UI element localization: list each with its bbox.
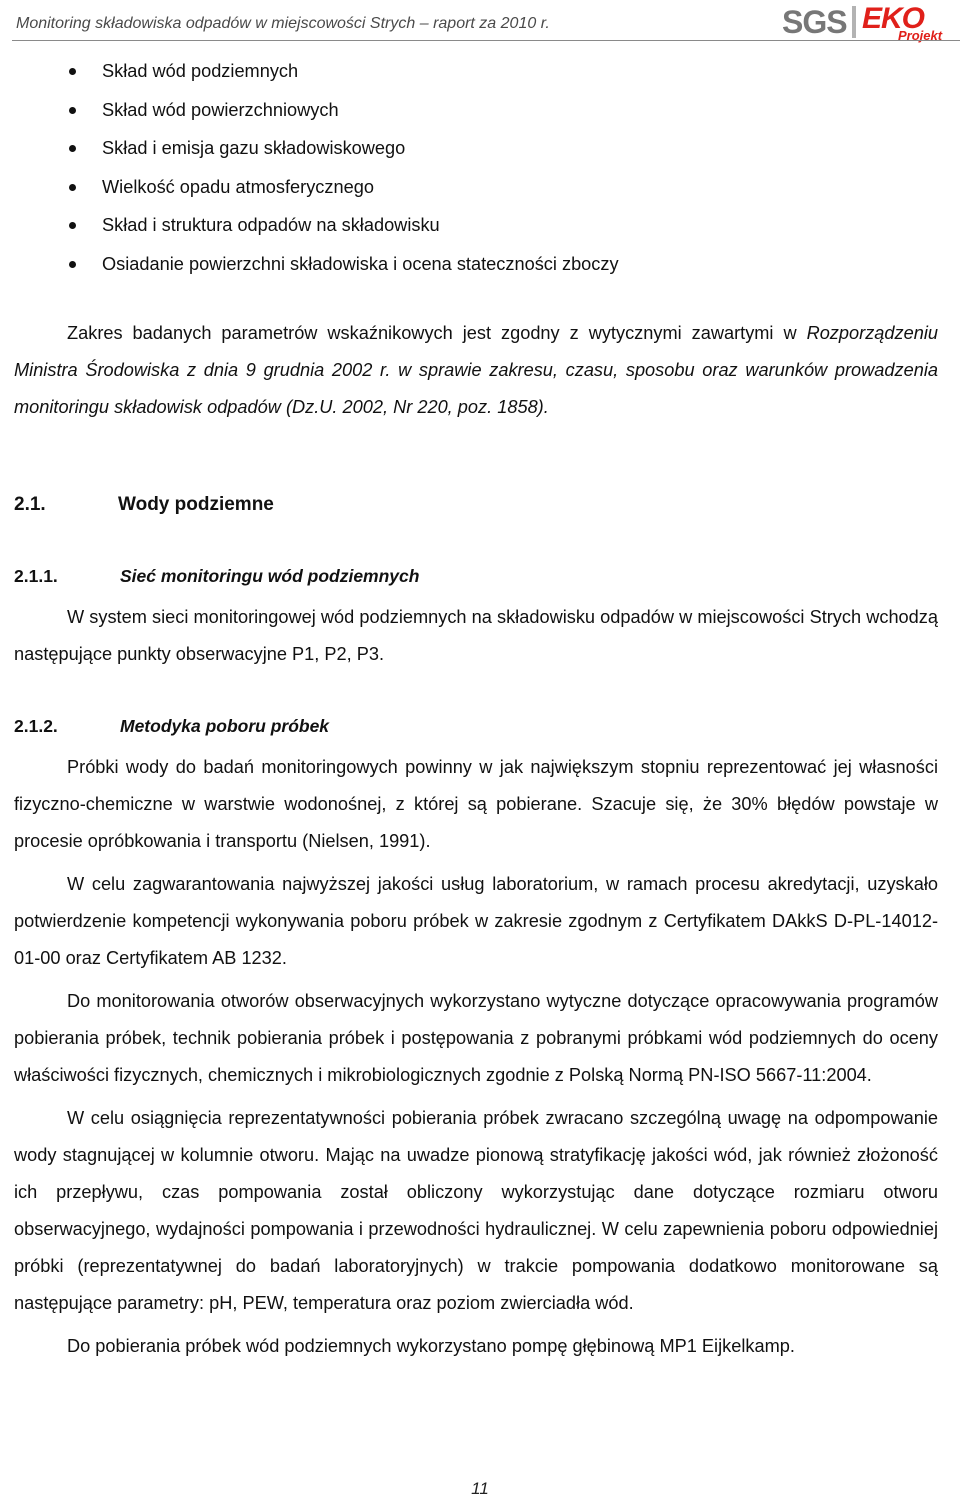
logo-sgs-text: SGS	[782, 4, 847, 40]
section-title: Wody podziemne	[118, 494, 274, 515]
list-item: Skład i struktura odpadów na składowisku	[14, 206, 938, 245]
page-content	[14, 52, 938, 1365]
paragraph: Do pobierania próbek wód podziemnych wykorzystano pompę głębinową MP1 Eijkelkamp.	[67, 1336, 795, 1356]
section-heading-2-1-2	[14, 703, 938, 749]
section-title: Metodyka poboru próbek	[120, 716, 330, 736]
paragraph: W celu osiągnięcia reprezentatywności pobierania próbek zwracano szczególną uwagę na odpompowanie wody stagnującej w kolumnie otworu. Mając na uwadze pionową stratyfikację jakości wód, jak również złożoność ich przepływu, czas pompowania został obliczony wykorzystując dane dotyczące rozmiaru otworu obserwacyjnego, wydajności pompowania i przewodności hydraulicznej. W celu zapewnienia poboru odpowiedniej próbki (reprezentatywnej do badań laboratoryjnych) w trakcie pompowania dodatkowo monitorowane są następujące parametry: pH, PEW, temperatura oraz poziom zwierciadła wód.	[14, 1108, 938, 1313]
page-header	[0, 0, 960, 46]
logo-divider	[852, 6, 856, 38]
logo-eko-text: EKO	[862, 2, 925, 35]
intro-paragraph	[14, 315, 938, 426]
section-number: 2.1.1.	[14, 566, 58, 586]
header-divider	[12, 40, 960, 41]
section-heading-2-1-1	[14, 553, 938, 599]
page-number: 11	[471, 1479, 489, 1498]
parameter-list	[14, 52, 938, 283]
section-heading-2-1	[14, 481, 938, 529]
list-item: Wielkość opadu atmosferycznego	[14, 168, 938, 207]
logo-projekt-text: Projekt	[898, 28, 943, 43]
section-number: 2.1.	[14, 494, 46, 515]
list-item: Osiadanie powierzchni składowiska i ocena stateczności zboczy	[14, 245, 938, 284]
section-number: 2.1.2.	[14, 716, 58, 736]
paragraph: Do monitorowania otworów obserwacyjnych wykorzystano wytyczne dotyczące opracowywania programów pobierania próbek, technik pobierania próbek i postępowania z pobranymi próbkami wód podziemnych do oceny właściwości fizycznych, chemicznych i mikrobiologicznych zgodnie z Polską Normą PN-ISO 5667-11:2004.	[14, 991, 938, 1085]
list-item: Skład i emisja gazu składowiskowego	[14, 129, 938, 168]
section-title: Sieć monitoringu wód podziemnych	[120, 566, 420, 586]
paragraph: W celu zagwarantowania najwyższej jakości usług laboratorium, w ramach procesu akredytacji, uzyskało potwierdzenie kompetencji wykonywania poboru próbek w zakresie zgodnym z Certyfikatem DAkkS D-PL-14012-01-00 oraz Certyfikatem AB 1232.	[14, 874, 938, 968]
list-item: Skład wód podziemnych	[14, 52, 938, 91]
list-item: Skład wód powierzchniowych	[14, 91, 938, 130]
regulation-reference: Rozporządzeniu Ministra Środowiska z dnia 9 grudnia 2002 r. w sprawie zakresu, czasu, sposobu oraz warunków prowadzenia monitoringu składowisk odpadów (Dz.U. 2002, Nr 220, poz. 1858).	[14, 323, 938, 417]
paragraph: Próbki wody do badań monitoringowych powinny w jak największym stopniu reprezentować jej własności fizyczno-chemiczne w warstwie wodonośnej, z której są pobierane. Szacuje się, że 30% błędów powstaje w procesie opróbkowania i transportu (Nielsen, 1991).	[14, 757, 938, 851]
intro-text: Zakres badanych parametrów wskaźnikowych jest zgodny z wytycznymi zawartymi w	[67, 323, 807, 343]
document-title: Monitoring składowiska odpadów w miejscowości Strych – raport za 2010 r.	[16, 15, 550, 32]
paragraph: W system sieci monitoringowej wód podziemnych na składowisku odpadów w miejscowości Strych wchodzą następujące punkty obserwacyjne P1, P2, P3.	[14, 607, 938, 664]
